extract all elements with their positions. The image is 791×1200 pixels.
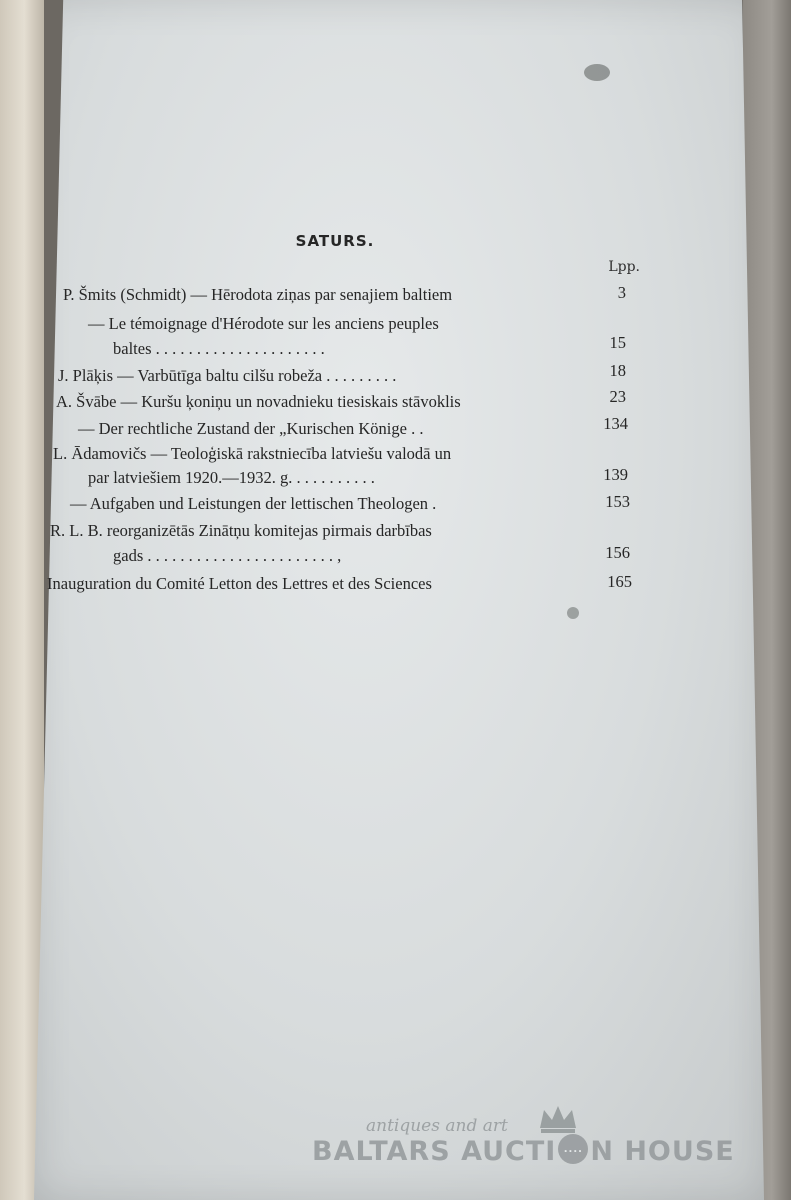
toc-entry-text: J. Plāķis — Varbūtīga baltu cilšu robeža . . . . . . . . . xyxy=(58,366,397,385)
page-column-label: Lpp. xyxy=(608,259,640,275)
watermark-name-start: BALTARS AUCTI xyxy=(312,1136,557,1167)
toc-entry-text: — Le témoignage d'Hérodote sur les anciens peuples xyxy=(88,314,439,333)
toc-entry-text: par latviešiem 1920.—1932. g. . . . . . . . . . . xyxy=(88,468,375,487)
toc-page-number: 15 xyxy=(609,333,626,352)
watermark-o-circle xyxy=(558,1134,588,1164)
toc-entry-text: baltes . . . . . . . . . . . . . . . . . . . . . xyxy=(113,339,325,358)
toc-entry-text: L. Ādamovičs — Teoloģiskā rakstniecība latviešu valodā un xyxy=(53,444,452,463)
toc-entry-text: — Der rechtliche Zustand der „Kurischen Könige . . xyxy=(78,419,424,438)
toc-entry-text: Inauguration du Comité Letton des Lettres et des Sciences xyxy=(47,574,432,593)
watermark-tagline: antiques and art xyxy=(366,1116,508,1136)
auction-house-watermark xyxy=(0,1100,791,1180)
toc-entry-text: gads . . . . . . . . . . . . . . . . . . . . . . . , xyxy=(113,546,342,565)
toc-page-number: 134 xyxy=(603,414,628,433)
toc-page-number: 23 xyxy=(609,387,626,406)
watermark-name-end: N HOUSE xyxy=(590,1136,735,1167)
watermark-name xyxy=(312,1134,735,1167)
toc-page-number: 165 xyxy=(607,572,632,591)
toc-entry-text: — Aufgaben und Leistungen der lettischen Theologen . xyxy=(70,494,437,513)
toc-page-number: 18 xyxy=(609,361,626,380)
toc-page-number: 156 xyxy=(605,543,630,562)
toc-page-number: 3 xyxy=(617,283,626,302)
toc-page-number: 139 xyxy=(603,465,628,484)
contents-title: SATURS. xyxy=(295,232,375,250)
crown-icon xyxy=(538,1104,578,1134)
toc-entry-text: R. L. B. reorganizētās Zinātņu komitejas pirmais darbības xyxy=(50,521,432,540)
watermark-o-dots: .... xyxy=(563,1144,583,1155)
toc-entry-text: A. Švābe — Kuršu ķoniņu un novadnieku tiesiskais stāvoklis xyxy=(56,392,461,411)
toc-page-number: 153 xyxy=(605,492,630,511)
toc-entry-text: P. Šmits (Schmidt) — Hērodota ziņas par senajiem baltiem xyxy=(63,285,453,304)
